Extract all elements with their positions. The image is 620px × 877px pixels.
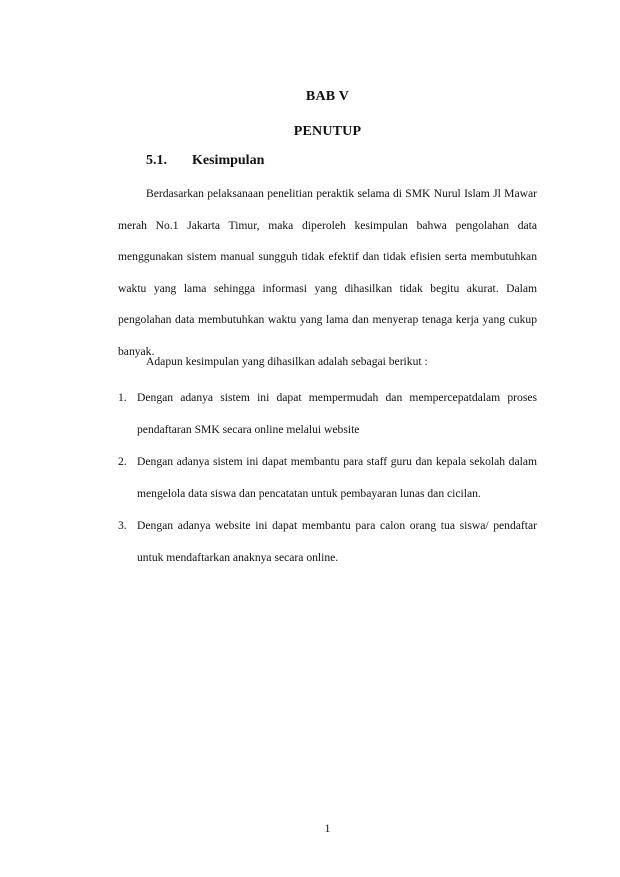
list-item-text: Dengan adanya website ini dapat membantu para calon orang tua siswa/ pendaftar untuk mendaftarkan anaknya secara online. xyxy=(137,519,537,564)
list-item xyxy=(118,382,537,445)
list-item-text: Dengan adanya sistem ini dapat mempermudah dan mempercepatdalam proses pendaftaran SMK secara online melalui website xyxy=(137,391,537,436)
section-number: 5.1. xyxy=(146,153,167,168)
chapter-heading: BAB V xyxy=(305,89,350,104)
list-marker: 2. xyxy=(118,455,127,469)
list-marker: 3. xyxy=(118,519,127,533)
section-title: Kesimpulan xyxy=(192,153,265,168)
page-number: 1 xyxy=(324,823,331,835)
conclusion-list xyxy=(118,382,537,575)
list-item-text: Dengan adanya sistem ini dapat membantu para staff guru dan kepala sekolah dalam mengelola data siswa dan pencatatan untuk pembayaran lunas dan cicilan. xyxy=(137,455,537,500)
section-heading xyxy=(146,153,264,169)
chapter-title: PENUTUP xyxy=(293,124,362,139)
paragraph-intro-list: Adapun kesimpulan yang dihasilkan adalah sebagai berikut : xyxy=(146,355,428,368)
list-marker: 1. xyxy=(118,391,127,404)
list-item xyxy=(118,510,537,573)
list-item xyxy=(118,446,537,509)
paragraph-conclusion: Berdasarkan pelaksanaan penelitian peraktik selama di SMK Nurul Islam Jl Mawar merah No.1 Jakarta Timur, maka diperoleh kesimpulan bahwa pengolahan data menggunakan sistem manual sungguh tidak efektif dan tidak efisien serta membutuhkan waktu yang lama sehingga informasi yang dihasilkan tidak begitu akurat. Dalam pengolahan data membutuhkan waktu yang lama dan menyerap tenaga kerja yang cukup banyak. xyxy=(118,187,537,358)
